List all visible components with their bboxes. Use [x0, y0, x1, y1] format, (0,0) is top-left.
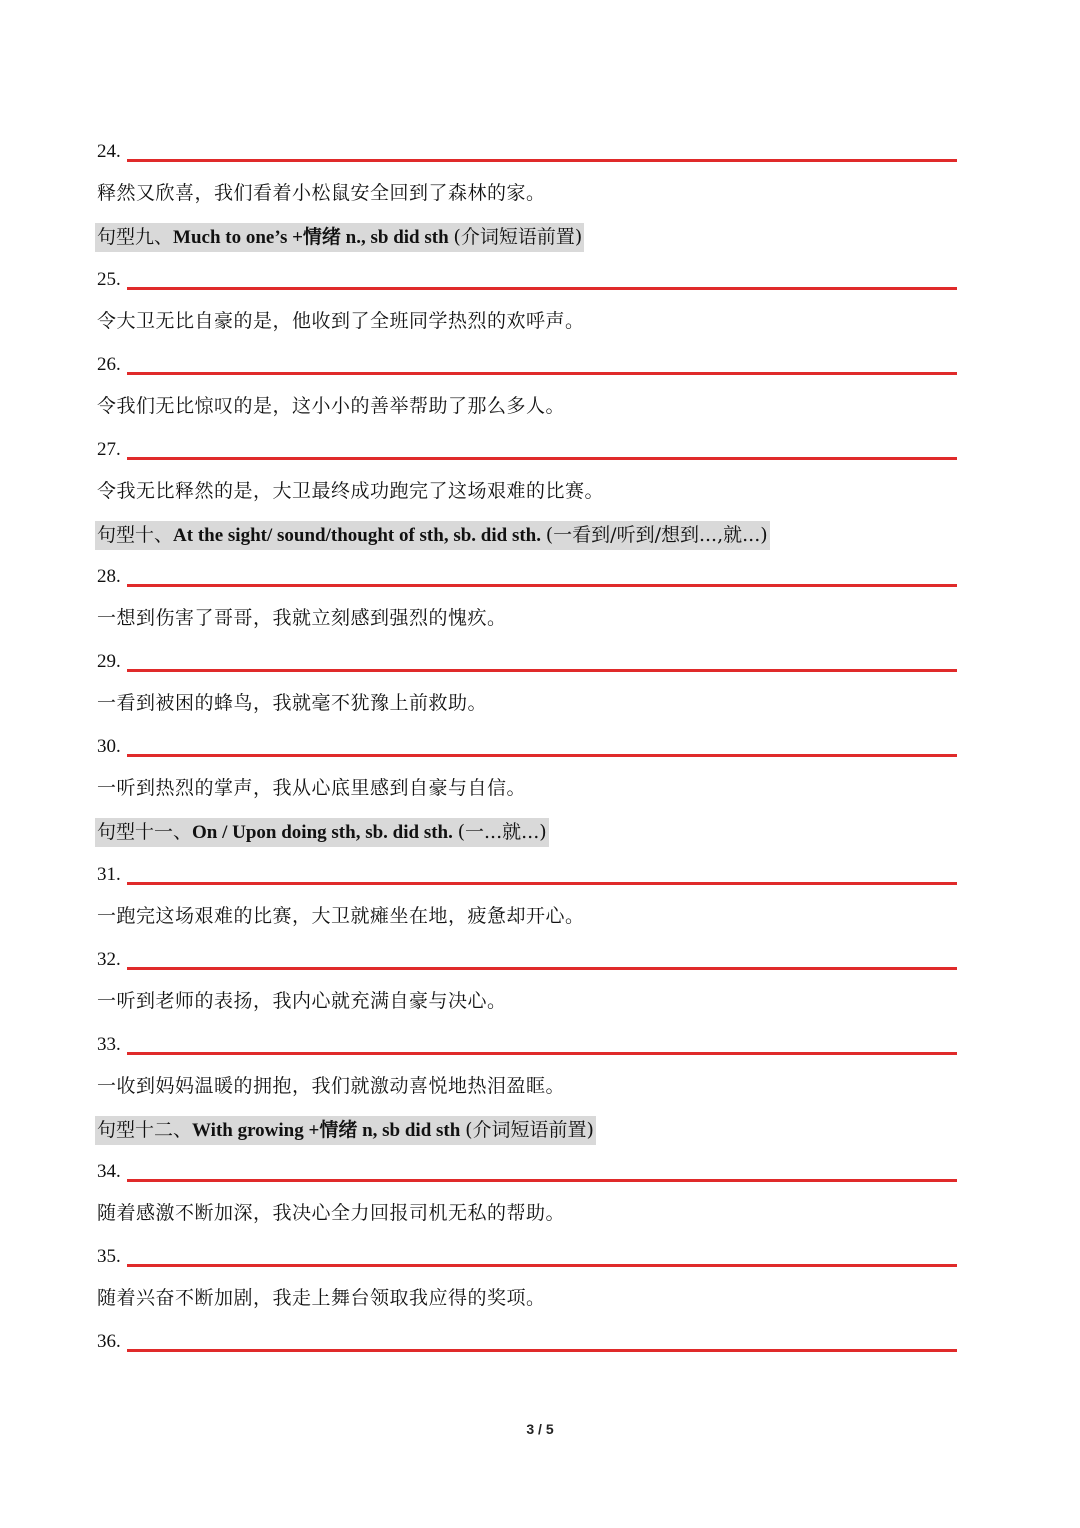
question-number: 35. [97, 1246, 121, 1267]
question-number: 31. [97, 864, 121, 885]
answer-blank[interactable] [127, 1179, 957, 1182]
question-34 [97, 1161, 957, 1183]
question-35 [97, 1246, 957, 1268]
question-28 [97, 566, 957, 588]
prompt-28: 一想到伤害了哥哥，我就立刻感到强烈的愧疚。 [97, 607, 507, 629]
heading-label: 句型十一、 [97, 821, 193, 843]
pattern-heading-9 [95, 223, 584, 252]
answer-blank[interactable] [127, 159, 957, 162]
question-26 [97, 354, 957, 376]
question-number: 32. [97, 949, 121, 970]
answer-blank[interactable] [127, 967, 957, 970]
heading-note: (一看到/听到/想到...,就...) [545, 524, 768, 546]
prompt-31: 一跑完这场艰难的比赛，大卫就瘫坐在地，疲惫却开心。 [97, 905, 585, 927]
prompt-25: 令大卫无比自豪的是，他收到了全班同学热烈的欢呼声。 [97, 310, 585, 332]
heading-note: (介词短语前置) [453, 226, 583, 248]
prompt-27: 令我无比释然的是，大卫最终成功跑完了这场艰难的比赛。 [97, 480, 605, 502]
heading-pattern: Much to one’s +情绪 n., sb did sth [173, 227, 454, 248]
question-number: 34. [97, 1161, 121, 1182]
heading-label: 句型十、 [97, 524, 174, 546]
prompt-26: 令我们无比惊叹的是，这小小的善举帮助了那么多人。 [97, 395, 566, 417]
question-30 [97, 736, 957, 758]
prompt-35: 随着兴奋不断加剧，我走上舞台领取我应得的奖项。 [97, 1287, 546, 1309]
pattern-heading-10 [95, 521, 770, 550]
heading-pattern: On / Upon doing sth, sb. did sth. [192, 822, 458, 843]
heading-note: (一...就...) [457, 821, 547, 843]
question-33 [97, 1034, 957, 1056]
heading-pattern: At the sight/ sound/thought of sth, sb. did sth. [173, 525, 546, 546]
prompt-32: 一听到老师的表扬，我内心就充满自豪与决心。 [97, 990, 507, 1012]
heading-note: (介词短语前置) [465, 1119, 594, 1141]
question-25 [97, 269, 957, 291]
pattern-heading-11 [95, 818, 549, 847]
prompt-34: 随着感激不断加深，我决心全力回报司机无私的帮助。 [97, 1202, 566, 1224]
question-number: 26. [97, 354, 121, 375]
question-number: 33. [97, 1034, 121, 1055]
question-36 [97, 1331, 957, 1353]
answer-blank[interactable] [127, 1349, 957, 1352]
answer-blank[interactable] [127, 584, 957, 587]
prompt-24: 释然又欣喜，我们看着小松鼠安全回到了森林的家。 [97, 182, 546, 204]
page-number: 3 / 5 [526, 1421, 554, 1437]
question-27 [97, 439, 957, 461]
question-number: 29. [97, 651, 121, 672]
answer-blank[interactable] [127, 287, 957, 290]
heading-label: 句型九、 [97, 226, 174, 248]
question-29 [97, 651, 957, 673]
answer-blank[interactable] [127, 754, 957, 757]
prompt-33: 一收到妈妈温暖的拥抱，我们就激动喜悦地热泪盈眶。 [97, 1075, 566, 1097]
question-number: 25. [97, 269, 121, 290]
question-32 [97, 949, 957, 971]
question-24 [97, 141, 957, 163]
question-number: 27. [97, 439, 121, 460]
answer-blank[interactable] [127, 372, 957, 375]
answer-blank[interactable] [127, 457, 957, 460]
question-number: 24. [97, 141, 121, 162]
answer-blank[interactable] [127, 669, 957, 672]
heading-label: 句型十二、 [97, 1119, 193, 1141]
answer-blank[interactable] [127, 1052, 957, 1055]
pattern-heading-12 [95, 1116, 596, 1145]
answer-blank[interactable] [127, 882, 957, 885]
answer-blank[interactable] [127, 1264, 957, 1267]
heading-pattern: With growing +情绪 n, sb did sth [192, 1120, 466, 1141]
prompt-30: 一听到热烈的掌声，我从心底里感到自豪与自信。 [97, 777, 527, 799]
question-number: 36. [97, 1331, 121, 1352]
prompt-29: 一看到被困的蜂鸟，我就毫不犹豫上前救助。 [97, 692, 488, 714]
question-number: 30. [97, 736, 121, 757]
question-number: 28. [97, 566, 121, 587]
question-31 [97, 864, 957, 886]
